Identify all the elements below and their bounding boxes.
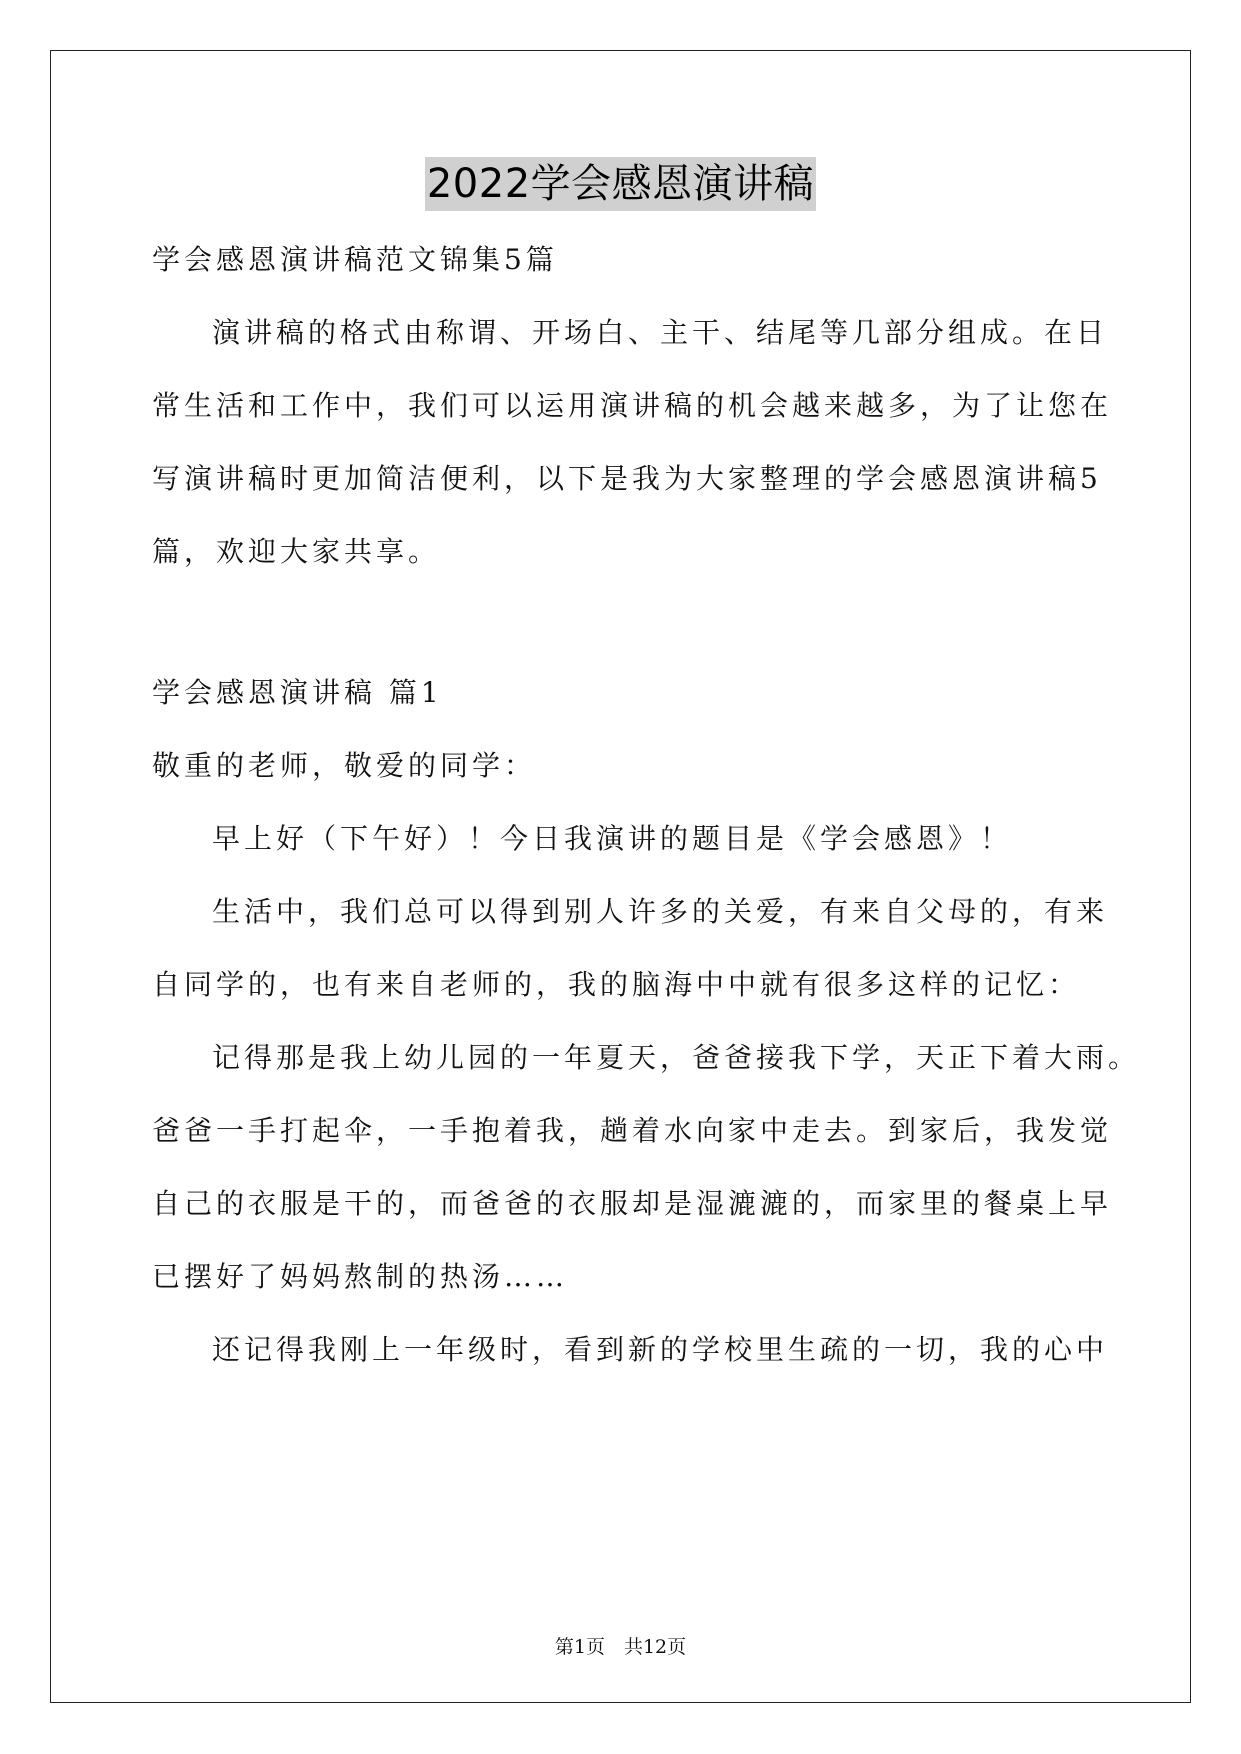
body-line-7: 还记得我刚上一年级时，看到新的学校里生疏的一切，我的心中 bbox=[212, 1333, 1109, 1366]
document-title: 2022学会感恩演讲稿 bbox=[425, 157, 816, 211]
intro-line-4: 篇，欢迎大家共享。 bbox=[152, 535, 441, 568]
body-line-5: 自己的衣服是干的，而爸爸的衣服却是湿漉漉的，而家里的餐桌上早 bbox=[152, 1187, 1113, 1220]
page-number: 第1页 共12页 bbox=[554, 1636, 687, 1658]
body-line-1: 生活中，我们总可以得到别人许多的关爱，有来自父母的，有来 bbox=[212, 895, 1109, 928]
body-line-4: 爸爸一手打起伞，一手抱着我，趟着水向家中走去。到家后，我发觉 bbox=[152, 1114, 1113, 1147]
title-container bbox=[0, 157, 1241, 211]
intro-line-2: 常生活和工作中，我们可以运用演讲稿的机会越来越多，为了让您在 bbox=[152, 389, 1113, 422]
page-border bbox=[50, 50, 1191, 1703]
body-line-6: 已摆好了妈妈熬制的热汤…… bbox=[152, 1260, 569, 1293]
body-line-3: 记得那是我上幼儿园的一年夏天，爸爸接我下学，天正下着大雨。 bbox=[212, 1041, 1141, 1074]
document-subtitle: 学会感恩演讲稿范文锦集5篇 bbox=[152, 243, 558, 276]
intro-line-1: 演讲稿的格式由称谓、开场白、主干、结尾等几部分组成。在日 bbox=[212, 316, 1109, 349]
section-heading: 学会感恩演讲稿 篇1 bbox=[152, 676, 443, 709]
greeting-line: 早上好（下午好）！今日我演讲的题目是《学会感恩》！ bbox=[212, 822, 1013, 855]
salutation: 敬重的老师，敬爱的同学： bbox=[152, 749, 537, 782]
intro-line-3: 写演讲稿时更加简洁便利，以下是我为大家整理的学会感恩演讲稿5 bbox=[152, 462, 1102, 495]
body-line-2: 自同学的，也有来自老师的，我的脑海中中就有很多这样的记忆： bbox=[152, 968, 1081, 1001]
